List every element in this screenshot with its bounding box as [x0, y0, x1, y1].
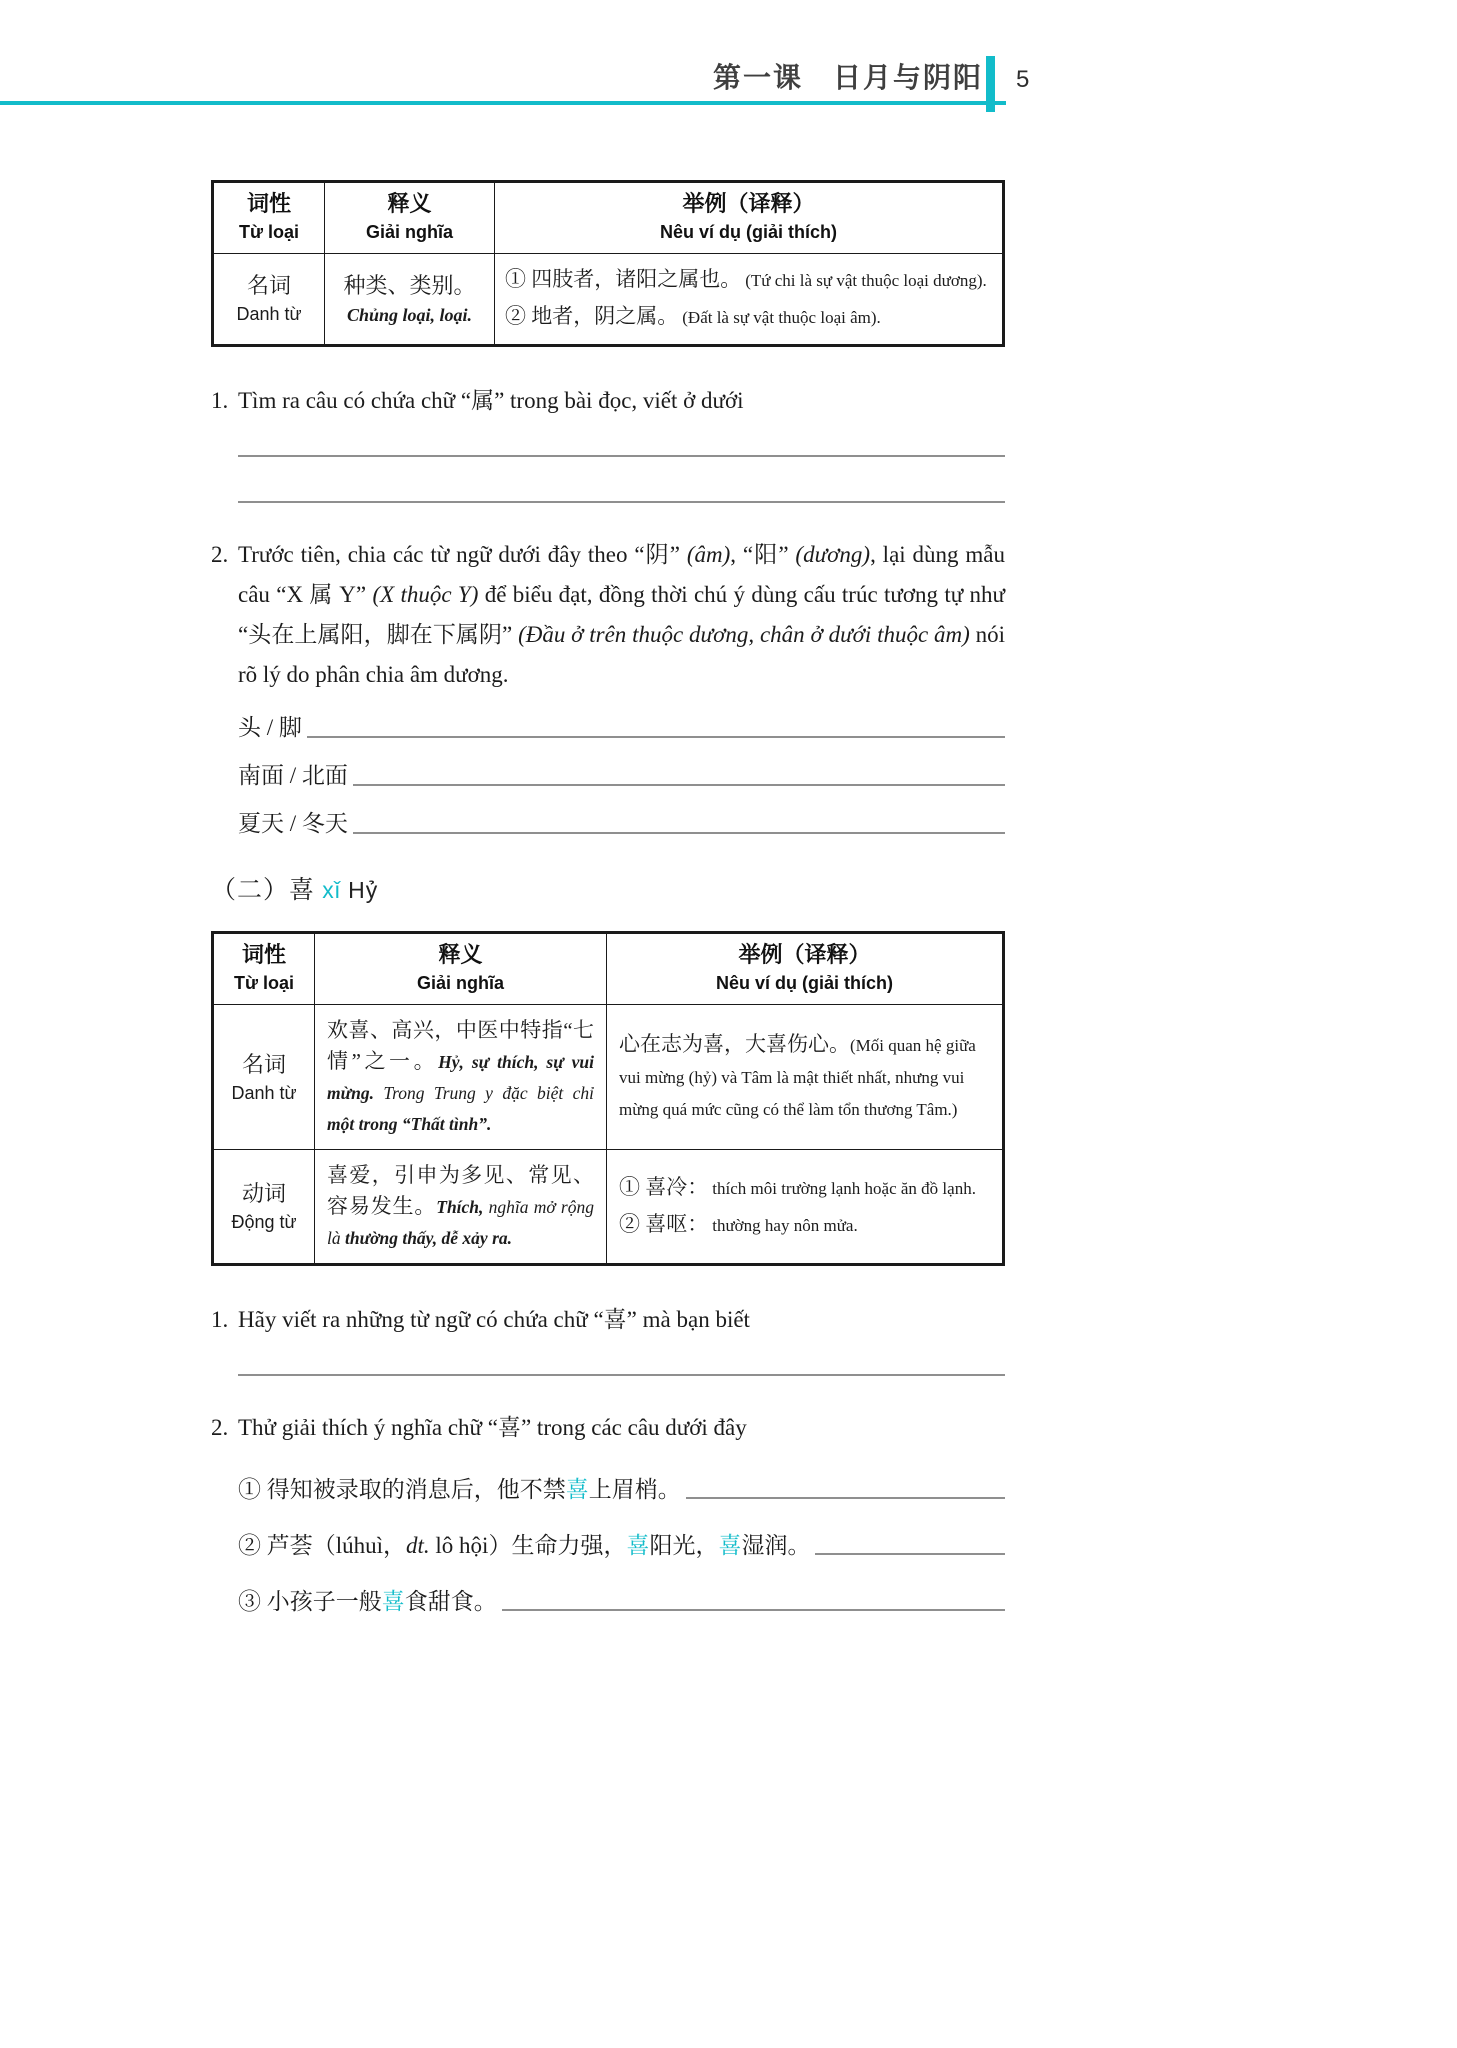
header-ex-vi: Nêu ví dụ (giải thích) [659, 221, 837, 242]
exercise-text: Trước tiên, chia các từ ngữ dưới đây theo “阴” (âm), “阳” (dương), lại dùng mẫu câu “X 属 Y” (X thuộc Y) để biểu đạt, đồng thời chú ý dùng cấu trúc tương tự như “头在上属阳，脚在下属阴” (Đầu ở trên thuộc dương, chân ở dưới thuộc âm) nói rõ lý do phân chia âm dương. [238, 541, 1005, 687]
answer-line [238, 1340, 1005, 1376]
pos-cell: 名词 Danh từ [213, 1005, 315, 1150]
page-number: 5 [1016, 66, 1030, 93]
header-def-vi: Giải nghĩa [365, 221, 453, 242]
column-header-examples [495, 182, 1004, 254]
question-text: ① 得知被录取的消息后，他不禁喜上眉梢。 [238, 1476, 681, 1502]
table-header-row [213, 182, 1004, 254]
answer-line [353, 784, 1005, 786]
exercise-text: Tìm ra câu có chứa chữ “属” trong bài đọc, viết ở dưới [238, 387, 744, 413]
question-item-3 [238, 1573, 1005, 1616]
exercise-1-shu [211, 381, 1005, 421]
column-header-pos [213, 182, 325, 254]
column-header-definition: 释义 Giải nghĩa [315, 933, 607, 1005]
exercise-text: Hãy viết ra những từ ngữ có chứa chữ “喜” mà bạn biết [238, 1307, 750, 1333]
example-1: ① 喜冷： thích môi trường lạnh hoặc ăn đồ lạnh. [619, 1174, 976, 1199]
pos-vi: Danh từ [236, 304, 302, 325]
chapter-title: 第一课 日月与阴阳 [712, 62, 983, 93]
header-pos-zh: 词性 [246, 191, 291, 216]
definition-cell [325, 253, 495, 345]
column-header-definition [325, 182, 495, 254]
definition-vi: Chủng loại, loại. [346, 304, 473, 325]
definition-cell: 喜爱，引申为多见、常见、容易发生。Thích, nghĩa mở rộng là thường thấy, dễ xảy ra. [315, 1150, 607, 1265]
question-item-1 [238, 1461, 1005, 1504]
column-header-pos: 词性 Từ loại [213, 933, 315, 1005]
section-heading-xi [211, 875, 1005, 908]
answer-line [686, 1497, 1005, 1499]
header-pos-vi: Từ loại [238, 221, 300, 242]
exercise-text: Thử giải thích ý nghĩa chữ “喜” trong các câu dưới đây [238, 1415, 747, 1441]
table-header-row [213, 933, 1004, 1005]
pair-label: 头 / 脚 [238, 715, 302, 741]
header-rule [0, 101, 1006, 105]
column-header-examples: 举例（译释） Nêu ví dụ (giải thích) [607, 933, 1004, 1005]
pos-cell: 动词 Động từ [213, 1150, 315, 1265]
vocab-table-xi [211, 931, 1005, 1266]
answer-line [353, 832, 1005, 834]
example-2: ② 地者，阴之属。 (Đất là sự vật thuộc loại âm). [505, 303, 881, 328]
examples-cell [495, 253, 1004, 345]
exercise-number: 2. [211, 541, 229, 567]
exercise-number: 1. [211, 387, 229, 413]
answer-line [502, 1609, 1005, 1611]
pair-label: 南面 / 北面 [238, 763, 348, 789]
examples-cell [607, 1150, 1004, 1265]
pos-cell [213, 253, 325, 345]
vocab-table-shu [211, 180, 1005, 347]
pos-zh: 名词 [246, 273, 291, 299]
header-ex-zh: 举例（译释） [682, 191, 815, 216]
exercise-1-xi [211, 1300, 1005, 1340]
section-viet: Hỷ [348, 876, 379, 903]
definition-cell: 欢喜、高兴，中医中特指“七情”之一。Hỷ, sự thích, sự vui mừng. Trong Trung y đặc biệt chỉ một trong “Thất tình”. [315, 1005, 607, 1150]
answer-line [238, 457, 1005, 503]
pair-label: 夏天 / 冬天 [238, 811, 348, 837]
pair-south-north [238, 750, 1005, 791]
table-row-noun [213, 1005, 1004, 1150]
exercise-number: 2. [211, 1415, 229, 1441]
header-def-zh: 释义 [387, 191, 432, 216]
examples-cell: 心在志为喜，大喜伤心。(Mối quan hệ giữa vui mừng (hỷ) và Tâm là mật thiết nhất, nhưng vui mừng quá mức cũng có thể làm tổn thương Tâm.) [607, 1005, 1004, 1150]
exercise-2-shu [211, 535, 1005, 695]
example-1: ① 四肢者，诸阳之属也。 (Tứ chi là sự vật thuộc loại dương). [505, 266, 987, 291]
answer-line [238, 421, 1005, 457]
question-item-2 [238, 1517, 1005, 1560]
exercise-number: 1. [211, 1307, 229, 1333]
section-marker: （二）喜 [211, 876, 316, 904]
table-row-verb [213, 1150, 1004, 1265]
question-text: ② 芦荟（lúhuì，dt. lô hội）生命力强，喜阳光，喜湿润。 [238, 1532, 811, 1558]
example-2: ② 喜呕： thường hay nôn mửa. [619, 1211, 858, 1236]
section-pinyin: xǐ [322, 876, 341, 903]
page-content [211, 180, 1005, 1616]
definition-zh: 种类、类别。 [343, 272, 476, 298]
answer-line [307, 736, 1005, 738]
exercise-2-xi [211, 1408, 1005, 1448]
table-row-noun [213, 253, 1004, 345]
pair-summer-winter [238, 798, 1005, 839]
pair-head-foot [238, 702, 1005, 743]
answer-line [815, 1553, 1005, 1555]
question-text: ③ 小孩子一般喜食甜食。 [238, 1588, 497, 1614]
